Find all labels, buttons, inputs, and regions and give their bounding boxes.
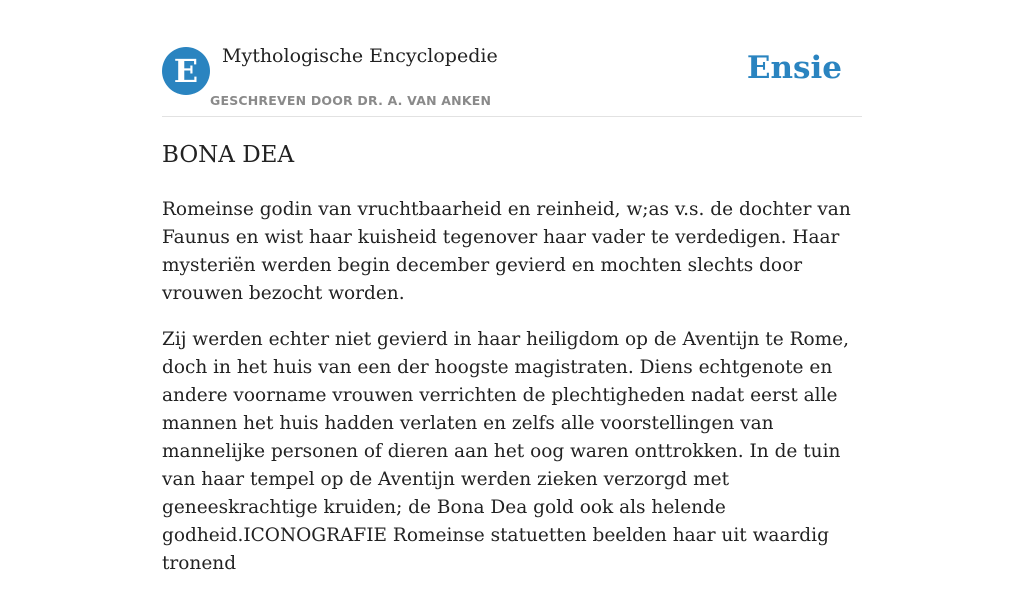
article	[162, 138, 862, 596]
site-header	[162, 0, 862, 117]
publication-title[interactable]: Mythologische Encyclopedie	[222, 45, 498, 67]
publication-logo-icon[interactable]: E	[162, 47, 210, 95]
author-line: GESCHREVEN DOOR DR. A. VAN ANKEN	[210, 93, 492, 108]
article-paragraph-1: Romeinse godin van vruchtbaarheid en reinheid, w;as v.s. de dochter van Faunus en wist haar kuisheid tegenover haar vader te verdedigen. Haar mysteriën werden begin december gevierd en mochten slechts door vrouwen bezocht worden.	[162, 199, 851, 304]
article-paragraph-2: Zij werden echter niet gevierd in haar heiligdom op de Aventijn te Rome, doch in het huis van een der hoogste magistraten. Diens echtgenote en andere voorname vrouwen verrichten de plechtigheden nadat eerst alle mannen het huis hadden verlaten en zelfs alle voorstellingen van mannelijke personen of dieren aan het oog waren onttrokken. In de tuin van haar tempel op de Aventijn werden zieken verzorgd met geneeskrachtige kruiden; de Bona Dea gold ook als helende godheid.ICONOGRAFIE Romeinse statuetten beelden haar uit waardig tronend	[162, 329, 850, 574]
entry-title: BONA DEA	[162, 142, 295, 168]
ensie-logo[interactable]: Ensie	[746, 50, 842, 86]
